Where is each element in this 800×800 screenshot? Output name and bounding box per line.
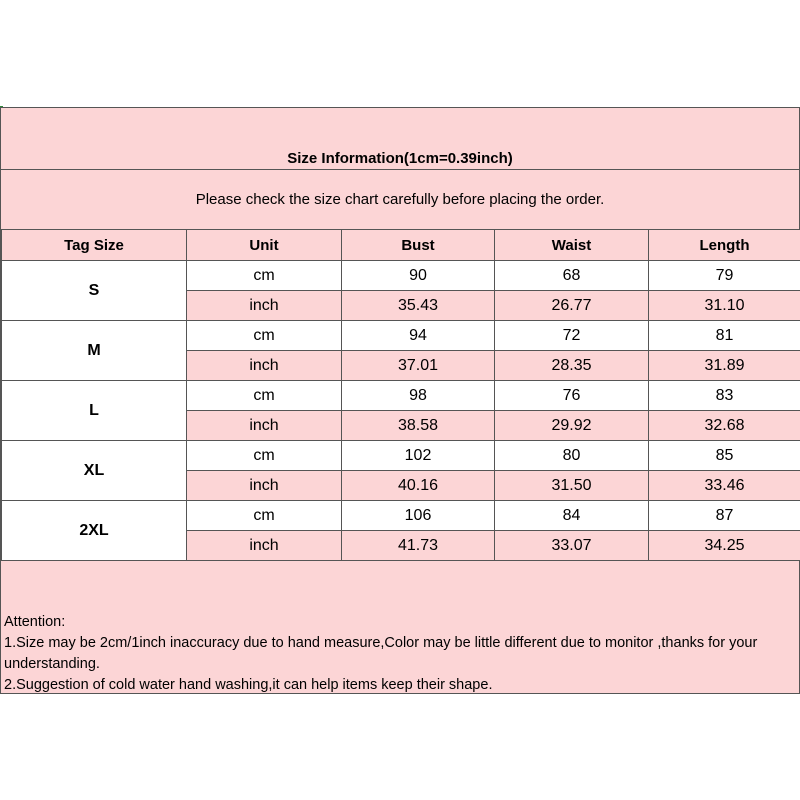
title-band [1,108,799,170]
chart-note: Please check the size chart carefully before placing the order. [195,191,605,208]
unit-cell: inch [187,471,342,501]
length-cell: 31.10 [649,291,800,321]
bust-cell: 102 [342,441,495,471]
unit-cell: cm [187,381,342,411]
attention-line-2: 2.Suggestion of cold water hand washing,it can help items keep their shape. [4,677,493,693]
unit-cell: inch [187,351,342,381]
attention-heading: Attention: [4,614,66,630]
header-bust: Bust [342,230,495,261]
attention-notes [4,612,799,696]
bust-cell: 94 [342,321,495,351]
bust-cell: 98 [342,381,495,411]
waist-cell: 76 [495,381,649,411]
chart-title: Size Information(1cm=0.39inch) [287,150,513,167]
note-band [1,169,799,230]
bust-cell: 90 [342,261,495,291]
tag-size-cell: S [2,261,187,321]
bust-cell: 35.43 [342,291,495,321]
table-row-xl-cm [2,441,800,471]
waist-cell: 72 [495,321,649,351]
header-length: Length [649,230,800,261]
waist-cell: 28.35 [495,351,649,381]
length-cell: 31.89 [649,351,800,381]
table-row-s-cm [2,261,800,291]
unit-cell: inch [187,411,342,441]
bust-cell: 106 [342,501,495,531]
size-table [1,229,800,561]
waist-cell: 80 [495,441,649,471]
length-cell: 81 [649,321,800,351]
tag-size-cell: XL [2,441,187,501]
bust-cell: 40.16 [342,471,495,501]
table-row-2xl-cm [2,501,800,531]
tag-size-cell: L [2,381,187,441]
unit-cell: inch [187,531,342,561]
size-chart [0,107,800,694]
table-header-row [2,230,800,261]
unit-cell: cm [187,321,342,351]
unit-cell: cm [187,261,342,291]
length-cell: 33.46 [649,471,800,501]
bust-cell: 37.01 [342,351,495,381]
length-cell: 83 [649,381,800,411]
table-row-l-cm [2,381,800,411]
tag-size-cell: 2XL [2,501,187,561]
waist-cell: 29.92 [495,411,649,441]
tag-size-cell: M [2,321,187,381]
length-cell: 34.25 [649,531,800,561]
unit-cell: inch [187,291,342,321]
unit-cell: cm [187,441,342,471]
header-waist: Waist [495,230,649,261]
length-cell: 87 [649,501,800,531]
waist-cell: 26.77 [495,291,649,321]
attention-line-1: 1.Size may be 2cm/1inch inaccuracy due to hand measure,Color may be little different due to monitor ,thanks for your understanding. [4,635,758,672]
header-unit: Unit [187,230,342,261]
unit-cell: cm [187,501,342,531]
length-cell: 32.68 [649,411,800,441]
waist-cell: 84 [495,501,649,531]
length-cell: 85 [649,441,800,471]
length-cell: 79 [649,261,800,291]
waist-cell: 68 [495,261,649,291]
bust-cell: 41.73 [342,531,495,561]
waist-cell: 31.50 [495,471,649,501]
header-tag-size: Tag Size [2,230,187,261]
table-row-m-cm [2,321,800,351]
bust-cell: 38.58 [342,411,495,441]
waist-cell: 33.07 [495,531,649,561]
